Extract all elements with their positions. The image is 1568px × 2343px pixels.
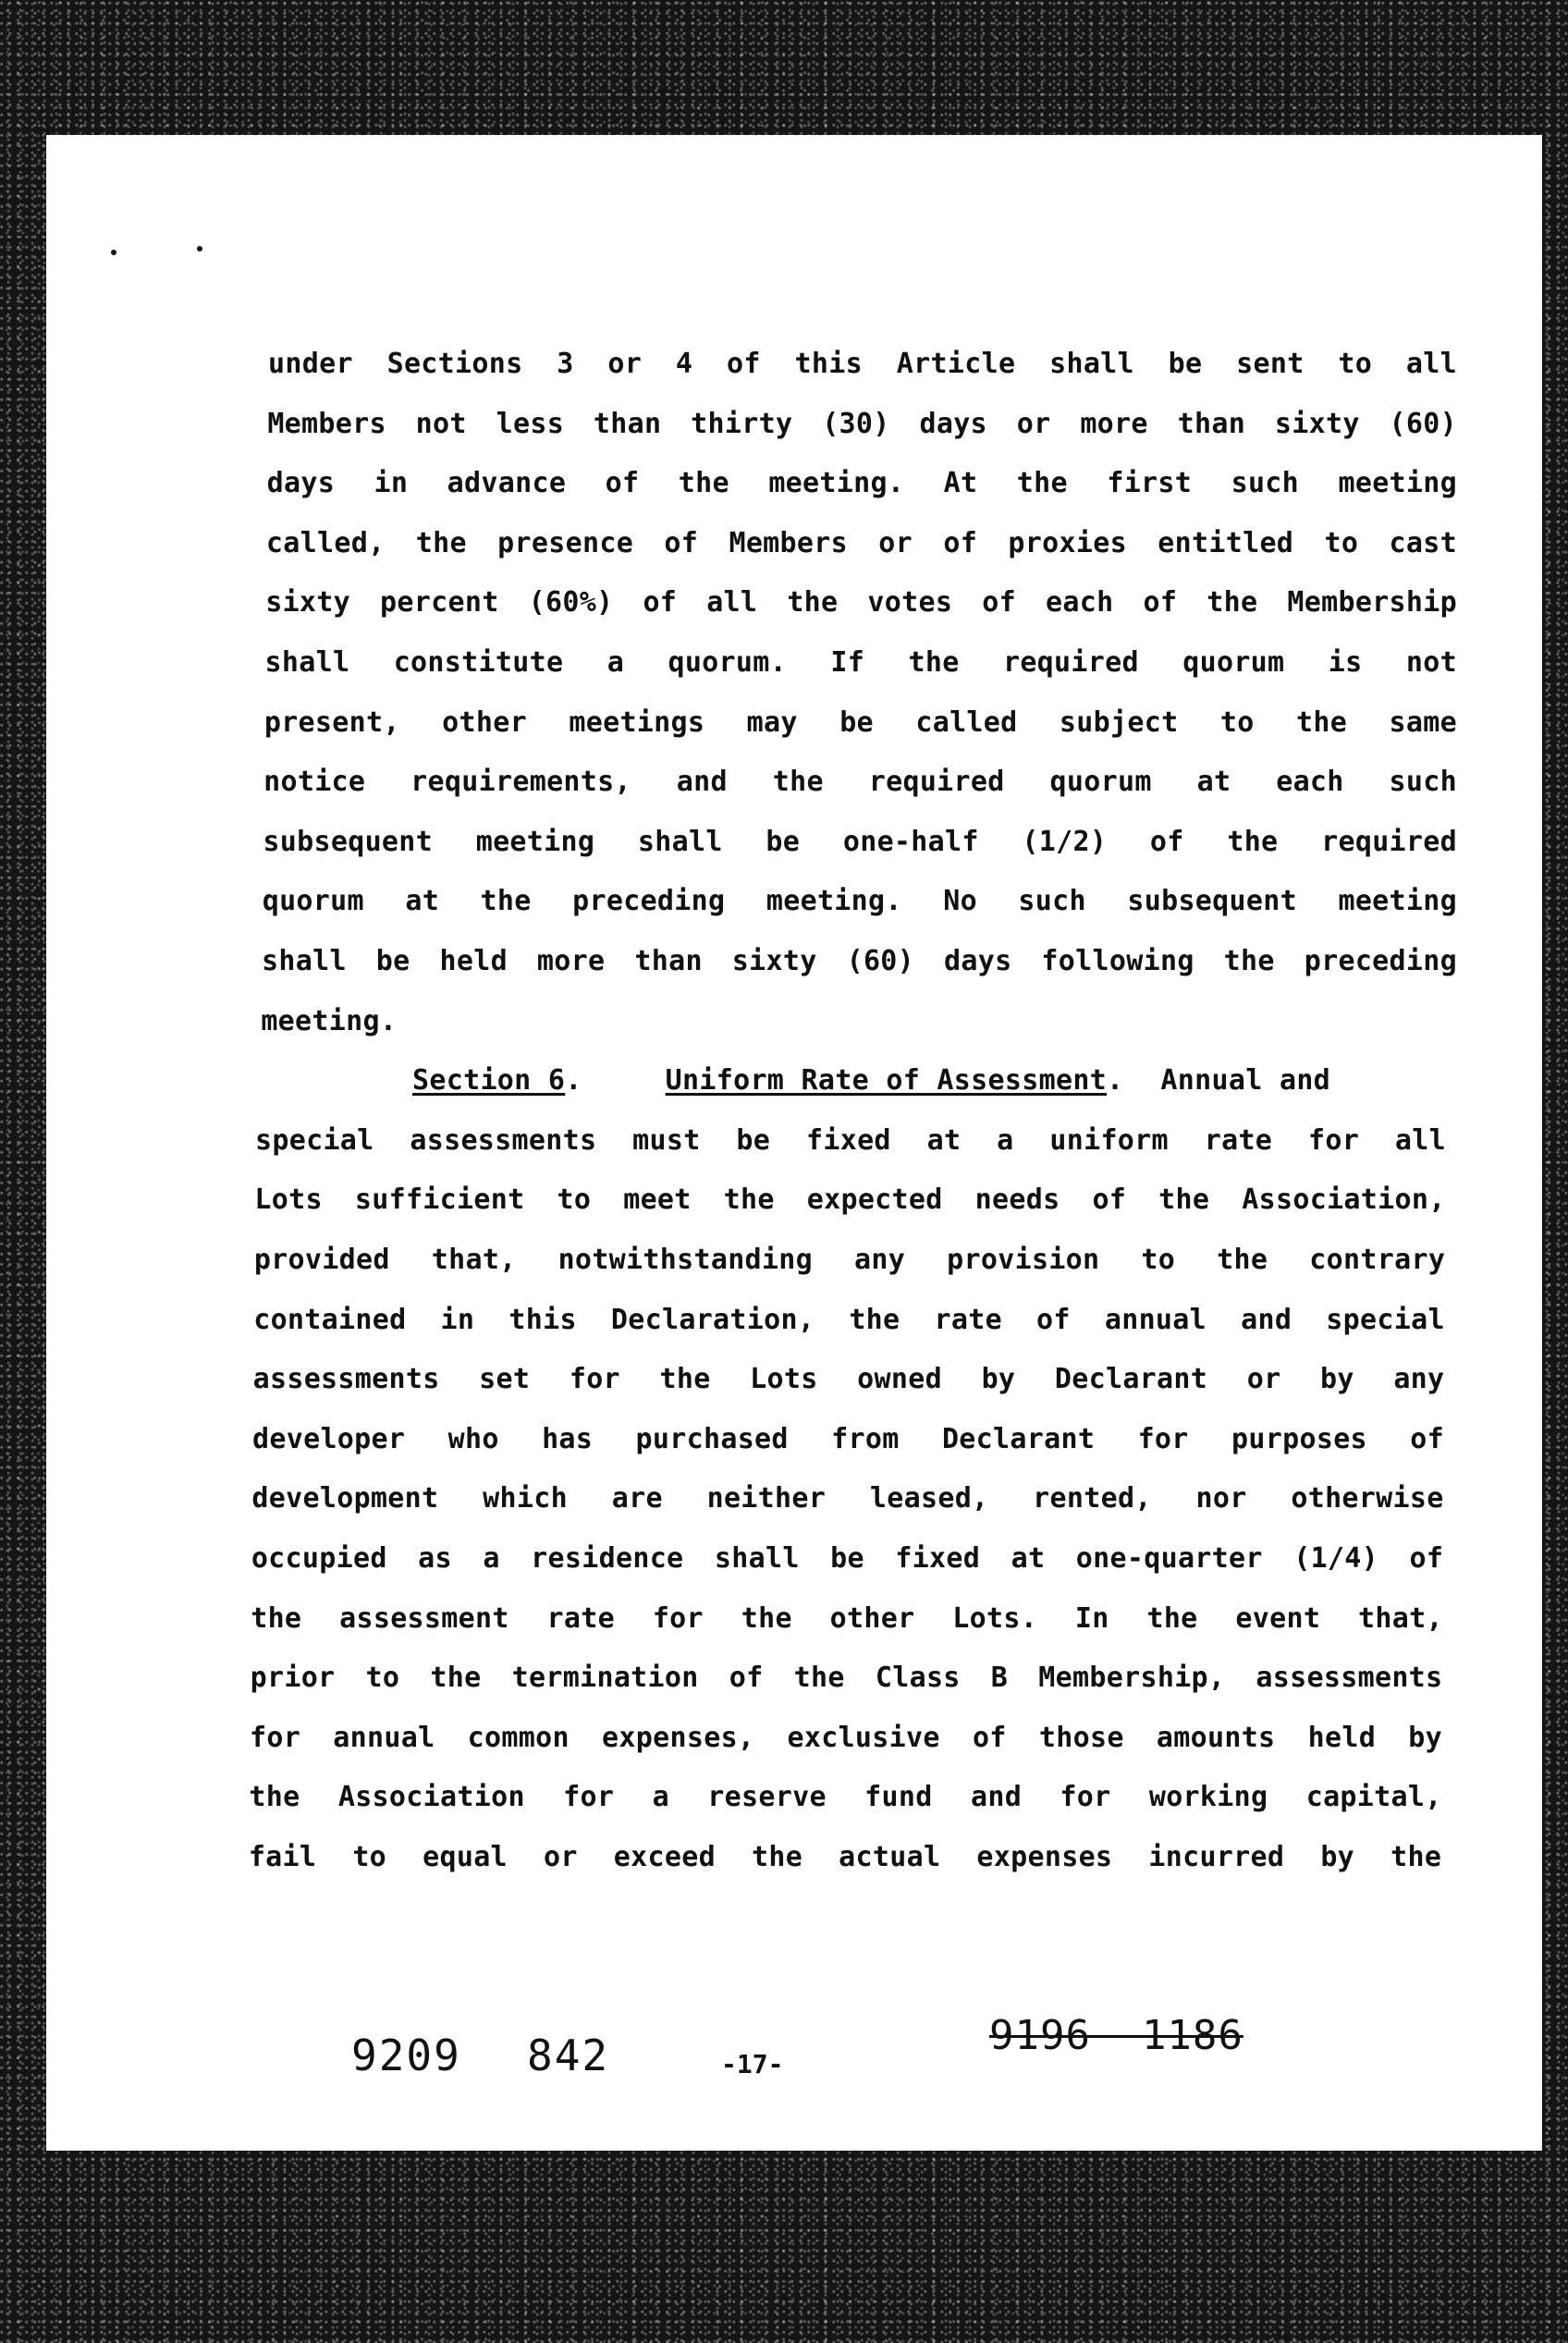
text-line: shall be held more than sixty (60) days following the preceding [262, 945, 1457, 977]
section-title: Uniform Rate of Assessment [665, 1064, 1108, 1098]
document-page [46, 135, 1542, 2151]
text-line: provided that, notwithstanding any provision to the contrary [253, 1244, 1446, 1276]
struck-reference: 9196 1186 [989, 2012, 1243, 2059]
page-number: 842 [527, 2030, 610, 2080]
text-line: notice requirements, and the required quorum at each such [263, 766, 1457, 799]
text-line: subsequent meeting shall be one-half (1/2) of the required [263, 825, 1457, 858]
section-first-line-rest: Annual and [1160, 1064, 1331, 1098]
section-label: Section 6 [412, 1064, 566, 1098]
book-number: 9209 [351, 2030, 461, 2080]
text-line: shall constitute a quorum. If the required quorum is not [264, 646, 1457, 679]
section-heading-line [257, 1064, 1457, 1105]
page-label: -17- [721, 2049, 784, 2079]
section-title-period: . [1107, 1064, 1124, 1098]
text-line: days in advance of the meeting. At the first such meeting [266, 467, 1457, 500]
text-line: development which are neither leased, rented, nor otherwise [251, 1482, 1444, 1515]
text-line: special assessments must be fixed at a uniform rate for all [255, 1123, 1446, 1157]
text-line: under Sections 3 or 4 of this Article shall be sent to all [268, 348, 1457, 380]
text-line: fail to equal or exceed the actual expenses incurred by the [248, 1841, 1442, 1873]
section-label-period: . [565, 1064, 582, 1098]
text-line: for annual common expenses, exclusive of those amounts held by [250, 1721, 1442, 1754]
text-line: prior to the termination of the Class B Membership, assessments [250, 1662, 1443, 1695]
text-line: Members not less than thirty (30) days or more than sixty (60) [267, 407, 1457, 440]
speck [197, 246, 202, 251]
text-line: developer who has purchased from Declarant for purposes of [252, 1422, 1444, 1455]
text-line: meeting. [261, 1004, 398, 1037]
text-line: the assessment rate for the other Lots. In the event that, [251, 1601, 1443, 1635]
text-line: sixty percent (60%) of all the votes of each of the Membership [265, 586, 1457, 619]
text-line: called, the presence of Members or of proxies entitled to cast [265, 526, 1457, 559]
speck [111, 250, 116, 255]
text-line: contained in this Declaration, the rate of annual and special [253, 1303, 1445, 1336]
text-line: Lots sufficient to meet the expected needs of the Association, [254, 1184, 1446, 1217]
text-line: assessments set for the Lots owned by Declarant or by any [252, 1363, 1445, 1396]
text-line: the Association for a reserve fund and for working capital, [249, 1781, 1442, 1814]
text-line: occupied as a residence shall be fixed at one-quarter (1/4) of [251, 1542, 1444, 1575]
text-line: present, other meetings may be called subject to the same [263, 705, 1457, 739]
text-line: quorum at the preceding meeting. No such subsequent meeting [262, 885, 1457, 918]
